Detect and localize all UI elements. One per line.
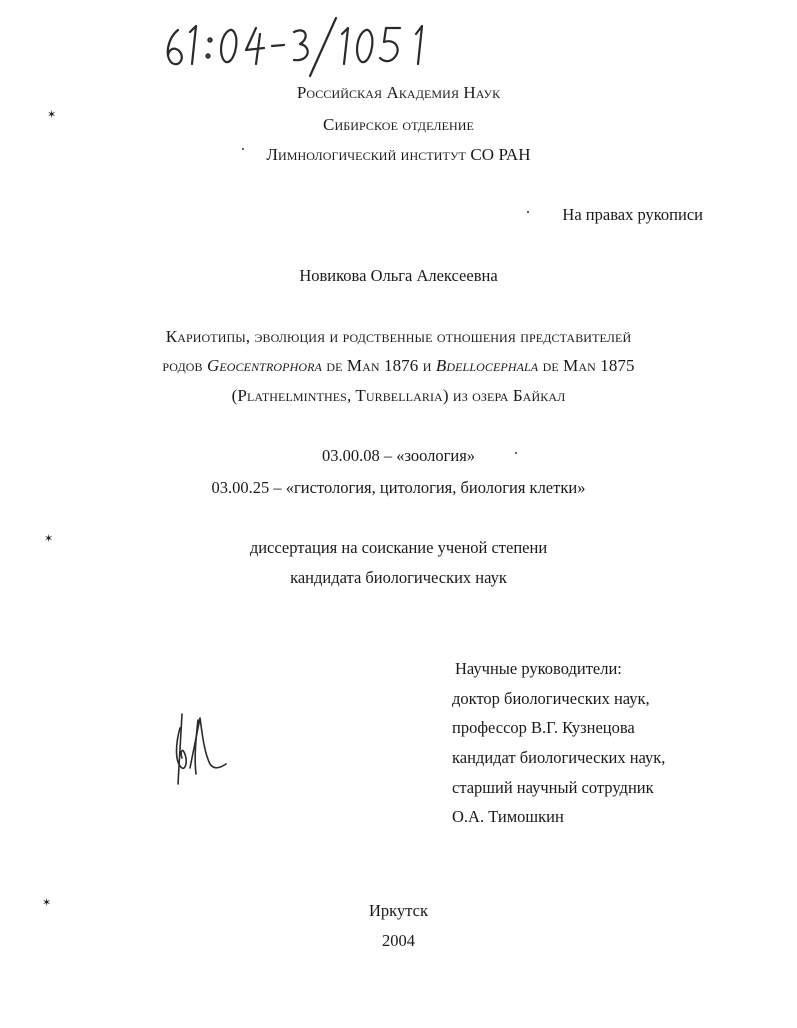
specialty-primary: 03.00.08 – «зоология»	[321, 446, 476, 465]
title-line-3: (Plathelminthes, Turbellaria) из озера Байкал	[231, 386, 566, 405]
binding-hole-mark-icon: ✶	[47, 109, 57, 121]
genus-geocentrophora: Geocentrophora	[206, 356, 322, 375]
scan-speck	[515, 452, 517, 454]
footer-year: 2004	[382, 931, 415, 950]
title-line-2	[0, 356, 797, 376]
supervisor-line: кандидат биологических наук,	[452, 748, 666, 767]
degree-line-1: диссертация на соискание ученой степени	[249, 538, 548, 557]
signature	[168, 708, 238, 793]
title-line-2-part2: de Man 1876 и	[321, 356, 436, 375]
specialty-secondary: 03.00.25 – «гистология, цитология, биология клетки»	[211, 478, 586, 497]
rights-note: На правах рукописи	[562, 205, 703, 224]
header-academy: Российская Академия Наук	[296, 83, 501, 102]
scan-speck	[242, 148, 244, 150]
header-institute: Лимнологический институт СО РАН	[266, 145, 531, 164]
archive-number-handwritten	[160, 8, 450, 83]
title-line-2-part3: de Man 1875	[538, 356, 635, 375]
title-line-2-part1: родов	[162, 356, 207, 375]
binding-hole-mark-icon: ✶	[44, 533, 54, 545]
supervisor-line: О.А. Тимошкин	[452, 807, 564, 826]
supervisor-line: профессор В.Г. Кузнецова	[452, 718, 635, 737]
supervisor-line: старший научный сотрудник	[452, 778, 654, 797]
title-line-1: Кариотипы, эволюция и родственные отношения представителей	[165, 327, 632, 346]
binding-hole-mark-icon: ✶	[42, 897, 52, 909]
supervisor-line: доктор биологических наук,	[452, 689, 650, 708]
footer-city: Иркутск	[369, 901, 428, 920]
genus-bdellocephala: Bdellocephala	[435, 356, 539, 375]
scan-speck	[527, 211, 529, 213]
degree-line-2: кандидата биологических наук	[290, 568, 507, 587]
supervisors-heading: Научные руководители:	[455, 659, 622, 678]
header-branch: Сибирское отделение	[323, 115, 474, 134]
author-name: Новикова Ольга Алексеевна	[299, 266, 498, 285]
